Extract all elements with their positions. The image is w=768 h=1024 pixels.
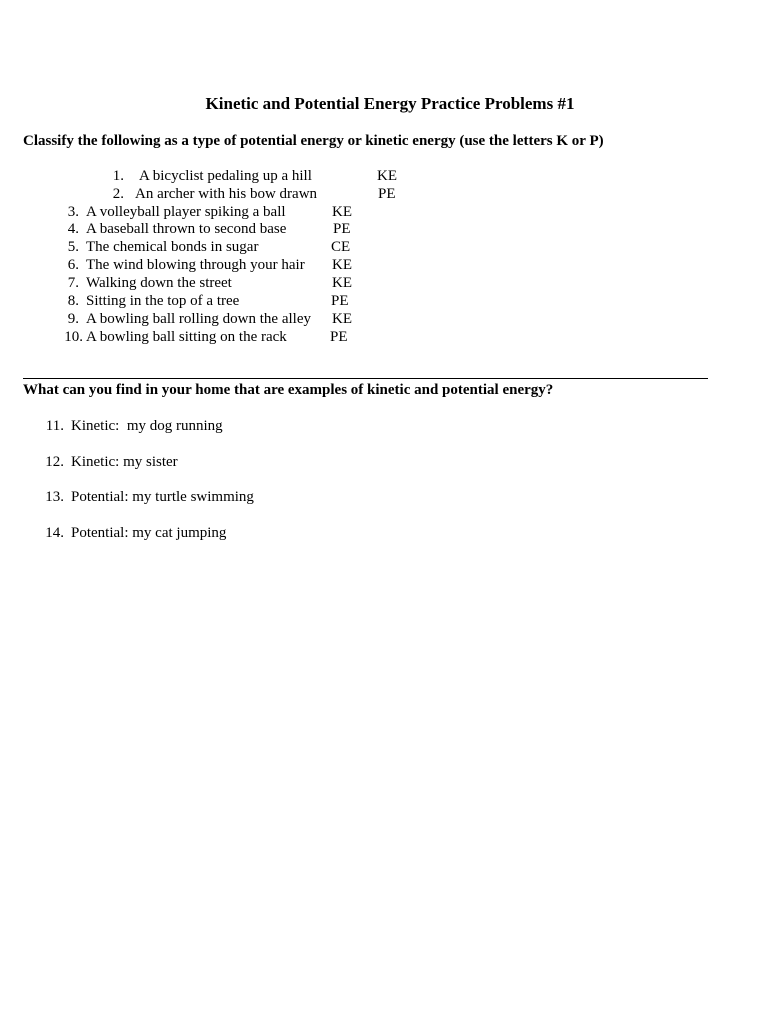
list-item-text: A baseball thrown to second base	[86, 221, 287, 237]
list-item-number: 1.	[112, 168, 124, 184]
list-item-number: 11.	[45, 418, 64, 434]
horizontal-rule	[23, 378, 708, 379]
list-item-text: Potential: my turtle swimming	[71, 489, 254, 505]
list-item-text: Walking down the street	[86, 275, 232, 291]
list-item-answer: KE	[332, 275, 352, 291]
list-item-number: 4.	[67, 221, 79, 237]
list-item-answer: KE	[377, 168, 397, 184]
list-item-answer: PE	[378, 186, 396, 202]
list-item-number: 3.	[67, 204, 79, 220]
question-heading: What can you find in your home that are examples of kinetic and potential energy?	[23, 382, 554, 398]
list-item-text: An archer with his bow drawn	[135, 186, 318, 202]
list-item-answer: PE	[330, 329, 348, 345]
list-item-answer: CE	[331, 239, 351, 255]
list-item-text: A bicyclist pedaling up a hill	[139, 168, 312, 184]
list-item-text: Sitting in the top of a tree	[86, 293, 240, 309]
list-item-text: A bowling ball sitting on the rack	[86, 329, 287, 345]
list-item-number: 14.	[45, 525, 64, 541]
list-item-number: 12.	[45, 454, 64, 470]
list-item-number: 9.	[67, 311, 79, 327]
list-item-text: Potential: my cat jumping	[71, 525, 227, 541]
list-item-number: 13.	[45, 489, 64, 505]
list-item-text: The chemical bonds in sugar	[86, 239, 259, 255]
list-item-number: 5.	[67, 239, 79, 255]
list-item-text: Kinetic: my dog running	[71, 418, 223, 434]
list-item-number: 10.	[64, 329, 83, 345]
list-item-text: A bowling ball rolling down the alley	[86, 311, 311, 327]
list-item-text: The wind blowing through your hair	[86, 257, 305, 273]
list-item-text: Kinetic: my sister	[71, 454, 178, 470]
list-item-text: A volleyball player spiking a ball	[86, 204, 286, 220]
list-item-number: 2.	[112, 186, 124, 202]
list-item-number: 7.	[67, 275, 79, 291]
list-item-answer: KE	[332, 204, 352, 220]
list-item-answer: PE	[331, 293, 349, 309]
list-item-answer: KE	[332, 311, 352, 327]
list-item-number: 6.	[67, 257, 79, 273]
list-item-answer: PE	[333, 221, 351, 237]
list-item-number: 8.	[67, 293, 79, 309]
list-item-answer: KE	[332, 257, 352, 273]
instructions: Classify the following as a type of potential energy or kinetic energy (use the letters K or P)	[23, 133, 604, 149]
page-title: Kinetic and Potential Energy Practice Problems #1	[205, 94, 575, 113]
